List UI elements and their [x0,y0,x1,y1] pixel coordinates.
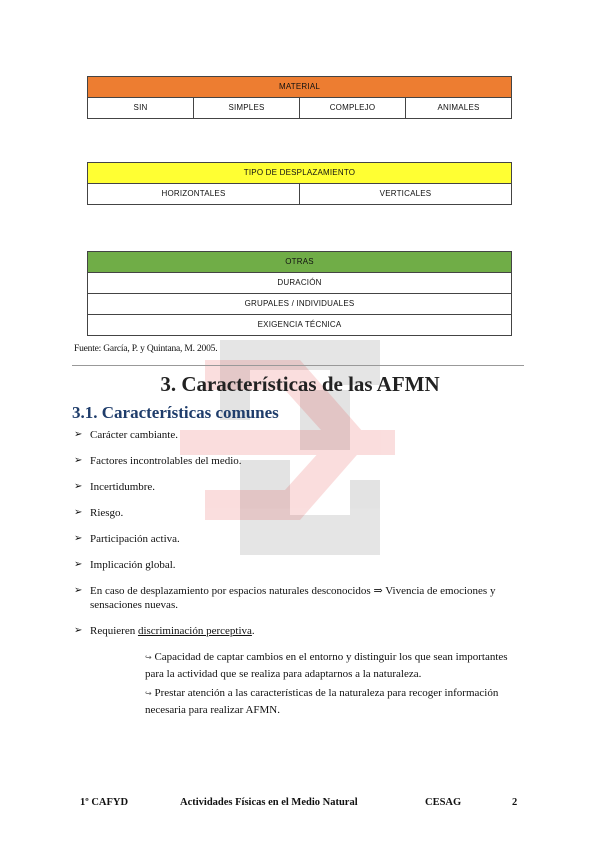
sub-point-text: Prestar atención a las características de la naturaleza para recoger información necesaria para realizar AFMN. [145,687,499,716]
list-item-suffix: . [251,625,255,637]
otras-row: DURACIÓN [88,273,512,294]
material-table [87,76,512,119]
otras-table [87,251,512,336]
footer-school: CESAG [425,797,462,808]
source-citation: Fuente: García, P. y Quintana, M. 2005. [74,344,218,354]
list-item-text: Implicación global. [90,559,176,571]
material-header: MATERIAL [88,77,512,98]
arrow-bullet-icon: ➢ [74,625,83,636]
list-item-prefix: Requieren [90,625,138,637]
list-item [74,454,514,468]
arrow-bullet-icon: ➢ [74,559,83,570]
hook-arrow-icon: ↪ [145,653,152,662]
hook-arrow-icon: ↪ [145,689,152,698]
list-item [74,428,514,442]
underlined-term: discriminación perceptiva [137,625,252,637]
material-cell: COMPLEJO [300,98,406,119]
arrow-bullet-icon: ➢ [74,481,83,492]
sub-point [145,685,525,718]
otras-header: OTRAS [88,252,512,273]
material-cell: SIN [88,98,194,119]
section-title: 3. Características de las AFMN [160,372,440,396]
material-cell: ANIMALES [406,98,512,119]
list-item-text: Participación activa. [90,533,180,545]
sub-point-text: Capacidad de captar cambios en el entorno y distinguir los que sean importantes para la actividad que se realiza para adaptarnos a la naturaleza. [145,651,508,680]
otras-row: GRUPALES / INDIVIDUALES [88,294,512,315]
divider [72,365,524,366]
characteristics-list [74,428,514,638]
desplazamiento-table [87,162,512,205]
arrow-bullet-icon: ➢ [74,429,83,440]
list-item [74,532,514,546]
list-item [74,480,514,494]
list-item-text: En caso de desplazamiento por espacios naturales desconocidos ⇒ Vivencia de emociones y sensaciones nuevas. [90,585,496,611]
list-item [74,506,514,520]
list-item-text: Factores incontrolables del medio. [90,455,242,467]
list-item-text: Incertidumbre. [90,481,156,493]
list-item [74,584,514,612]
subsection-title: 3.1. Características comunes [72,403,279,422]
desplazamiento-header: TIPO DE DESPLAZAMIENTO [88,163,512,184]
desplazamiento-cell: HORIZONTALES [88,184,300,205]
desplazamiento-cell: VERTICALES [300,184,512,205]
footer-course: 1º CAFYD [80,797,129,808]
arrow-bullet-icon: ➢ [74,533,83,544]
arrow-bullet-icon: ➢ [74,585,83,596]
list-item-text: Carácter cambiante. [90,429,178,441]
list-item-text: Riesgo. [90,507,124,519]
sub-point [145,649,525,682]
material-cell: SIMPLES [194,98,300,119]
arrow-bullet-icon: ➢ [74,507,83,518]
footer-page-number: 2 [512,797,518,808]
arrow-bullet-icon: ➢ [74,455,83,466]
list-item [74,624,514,638]
otras-row: EXIGENCIA TÉCNICA [88,315,512,336]
footer-subject: Actividades Físicas en el Medio Natural [180,797,358,808]
list-item [74,558,514,572]
